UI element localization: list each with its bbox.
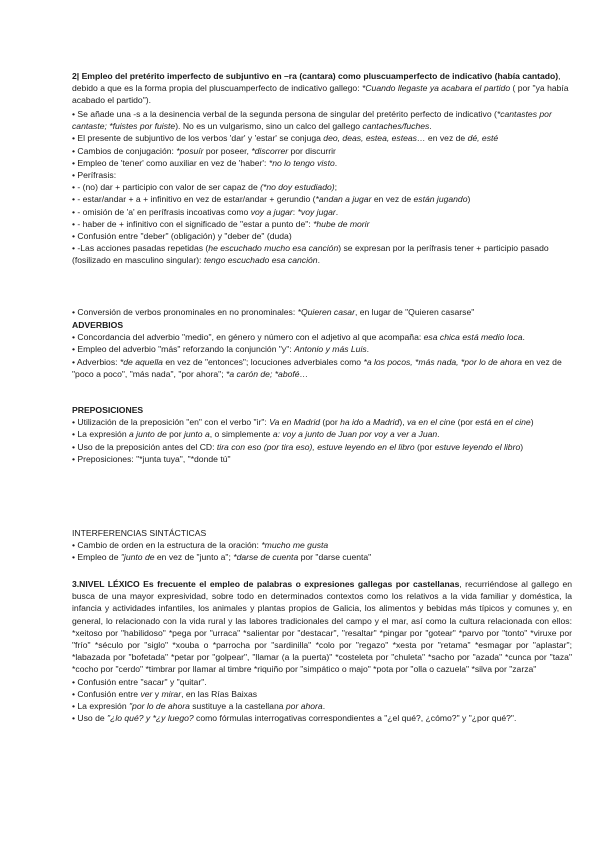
section-2-title: 2| Empleo del pretérito imperfecto de subjuntivo en –ra (cantara) como pluscuamperfecto de indicativo (había cantado)	[72, 71, 559, 81]
list-item: • Empleo de 'tener' como auxiliar en vez de 'haber': *no lo tengo visto.	[72, 157, 338, 168]
list-item: • - (no) dar + participio con valor de ser capaz de (*no doy estudiado);	[72, 182, 338, 193]
list-item: • La expresión "por lo de ahora sustituye a la castellana por ahora.	[72, 701, 326, 712]
list-item: • Concordancia del adverbio "medio", en género y número con el adjetivo al que acompaña: esa chica está medio loca.	[72, 332, 525, 343]
list-item: • Confusión entre "deber" (obligación) y "deber de" (duda)	[72, 231, 292, 242]
list-item: • Cambios de conjugación: *posuír por poseer, *discorrer por discurrir	[72, 145, 336, 156]
list-item: • Adverbios: *de aquella en vez de "entonces"; locuciones adverbiales como *a los pocos, *más nada, *por lo de ahora en vez de "poco a poco", "más nada", "por ahora"; *a carón de; *abofé…	[72, 356, 562, 379]
section-3	[72, 578, 572, 724]
list-item: • Uso de "¿lo qué? y *¿y luego? como fórmulas interrogativas correspondientes a "¿el qué?, ¿cómo?" y "¿por qué?".	[72, 713, 517, 724]
list-item: • - haber de + infinitivo con el significado de "estar a punto de": *hube de morir	[72, 218, 370, 229]
list-item: • Empleo de "junto de en vez de "junto a"; *darse de cuenta por "darse cuenta"	[72, 552, 372, 563]
preposiciones-section	[72, 404, 572, 465]
list-item: • Confusión entre ver y mirar, en las Rías Baixas	[72, 688, 258, 699]
preposiciones-heading: PREPOSICIONES	[72, 405, 144, 415]
list-item: • Confusión entre "sacar" y "quitar".	[72, 676, 207, 687]
list-item: • Perífrasis:	[72, 170, 117, 181]
list-item: • La expresión a junto de por junto a, o simplemente a: voy a junto de Juan por voy a ver a Juan.	[72, 429, 440, 440]
adverbios-section	[72, 319, 572, 380]
list-item: • Se añade una -s a la desinencia verbal de la segunda persona de singular del pretérito perfecto de indicativo (*cantastes por cantaste; *fuistes por fuiste). No es un vulgarismo, sino un calco del gallego cantaches/fuches.	[72, 109, 552, 132]
list-item: • Conversión de verbos pronominales en no pronominales: *Quieren casar, en lugar de "Quieren casarse"	[72, 307, 475, 317]
section-2-intro: 2| Empleo del pretérito imperfecto de subjuntivo en –ra (cantara) como pluscuamperfecto de indicativo (había cantado), debido a que es la forma propia del pluscuamperfecto de indicativo gallego: *Cuando llegaste ya acabara el partido ( por "ya había acabado el partido").	[72, 71, 569, 106]
pronominal-block	[72, 306, 572, 318]
section-3-title: 3.NIVEL LÉXICO Es frecuente el empleo de palabras o expresiones gallegas por castellanas	[72, 579, 460, 589]
verb-bullets	[72, 108, 572, 267]
list-item: • -Las acciones pasadas repetidas (he escuchado mucho esa canción) se expresan por la perífrasis tener + participio pasado (fosilizado en masculino singular): tengo escuchado esa canción.	[72, 243, 549, 266]
interferencias-heading: INTERFERENCIAS SINTÁCTICAS	[72, 528, 207, 538]
list-item: • Empleo del adverbio "más" reforzando la conjunción "y": Antonio y más Luis.	[72, 344, 370, 355]
section-3-body: 3.NIVEL LÉXICO Es frecuente el empleo de palabras o expresiones gallegas por castellanas, recurriéndose al gallego en busca de una mayor expresividad, sobre todo en determinados contextos como los relativos a la vida familiar y doméstica, la infancia y actividades infantiles, los animales y plantas propios de Galicia, los alimentos y bebidas más típicos y comunes y, en general, lo relacionado con la vida rural y las labores tradicionales del campo y el mar, así como la cultura relacionada con ellos: *xeitoso por "habilidoso" *pega por "urraca" *salientar por "destacar", "resaltar" *pingar por "gotear" *parvo por "tonto" *viruxe por "frío" *século por "siglo" *xouba o *parrocha por "sardinilla" *colo por "regazo" *xesta por "retama" *esmagar por "aplastar"; *labazada por "bofetada" *petar por "golpear", "llamar (a la puerta)" *costeleta por "chuleta" *sacho por "azada" *cunca por "taza" *cocho por "cerdo" *timbrar por llamar al timbre *riquiño por "simpático o majo" *pota por "olla o cazuela" *silva por "zarza"	[72, 579, 572, 675]
list-item: • - estar/andar + a + infinitivo en vez de estar/andar + gerundio (*andan a jugar en vez de están jugando)	[72, 194, 471, 205]
list-item: • El presente de subjuntivo de los verbos 'dar' y 'estar' se conjuga deo, deas, estea, esteas… en vez de dé, esté	[72, 133, 499, 144]
interferencias-section	[72, 527, 572, 564]
adverbios-heading: ADVERBIOS	[72, 320, 124, 330]
list-item: • Utilización de la preposición "en" con el verbo "ir": Va en Madrid (por ha ido a Madrid), va en el cine (por está en el cine)	[72, 417, 534, 428]
list-item: • Cambio de orden en la estructura de la oración: *mucho me gusta	[72, 540, 329, 551]
section-2	[72, 70, 572, 107]
list-item: • Preposiciones: "*junta tuya", "*donde tú"	[72, 453, 231, 464]
list-item: • Uso de la preposición antes del CD: tira con eso (por tira eso), estuve leyendo en el libro (por estuve leyendo el libro)	[72, 441, 524, 452]
list-item: • - omisión de 'a' en perífrasis incoativas como voy a jugar: *voy jugar.	[72, 206, 339, 217]
